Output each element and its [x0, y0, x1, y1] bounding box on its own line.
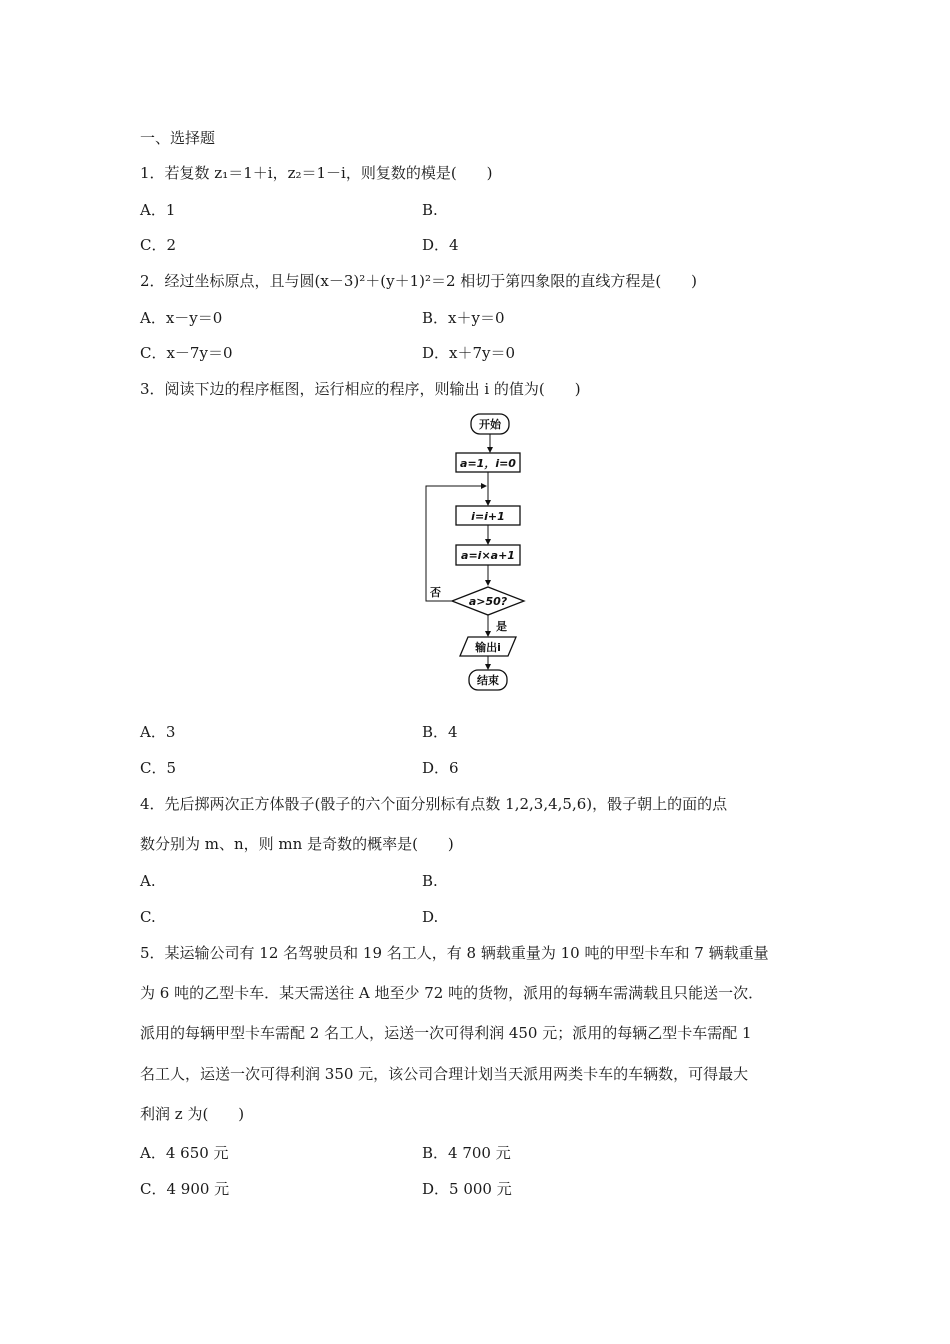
- q2-option-b: B．x＋y＝0: [422, 309, 505, 327]
- q3-option-d: D．6: [422, 759, 459, 777]
- question-5-line-2: 为 6 吨的乙型卡车．某天需送往 A 地至少 72 吨的货物，派用的每辆车需满载且只能送一次．: [140, 984, 764, 1002]
- question-2-text: 2．经过坐标原点，且与圆(x－3)²＋(y＋1)²＝2 相切于第四象限的直线方程是( ): [140, 272, 698, 290]
- flow-no-label: 否: [430, 586, 441, 599]
- flow-step1-text: i=i+1: [471, 510, 505, 523]
- question-5-line-3: 派用的每辆甲型卡车需配 2 名工人，运送一次可得利润 450 元；派用的每辆乙型卡车需配 1: [140, 1024, 752, 1042]
- flow-yes-label: 是: [496, 620, 507, 633]
- flow-output-text: 输出i: [475, 641, 501, 654]
- flow-end-text: 结束: [477, 674, 499, 687]
- q4-option-c: C.: [140, 908, 156, 926]
- question-5-line-4: 名工人，运送一次可得利润 350 元，该公司合理计划当天派用两类卡车的车辆数，可得最大: [140, 1065, 749, 1083]
- flow-decision-text: a>50?: [468, 595, 508, 608]
- q4-option-b: B.: [422, 872, 438, 890]
- q3-option-b: B．4: [422, 723, 458, 741]
- question-4-line-2: 数分别为 m、n，则 mn 是奇数的概率是( ): [140, 835, 454, 853]
- q5-option-a: A．4 650 元: [140, 1144, 229, 1162]
- q3-option-c: C．5: [140, 759, 177, 777]
- question-1-text: 1．若复数 z₁＝1＋i，z₂＝1－i，则复数的模是( ): [140, 164, 493, 182]
- q4-option-a: A.: [140, 872, 156, 890]
- question-3-text: 3．阅读下边的程序框图，运行相应的程序，则输出 i 的值为( ): [140, 380, 581, 398]
- q2-option-a: A．x－y＝0: [140, 309, 223, 327]
- flow-step2-text: a=i×a+1: [461, 549, 515, 562]
- q2-option-d: D．x＋7y＝0: [422, 344, 516, 362]
- q4-option-d: D.: [422, 908, 439, 926]
- q5-option-b: B．4 700 元: [422, 1144, 511, 1162]
- question-5-line-1: 5．某运输公司有 12 名驾驶员和 19 名工人，有 8 辆载重量为 10 吨的甲型卡车和 7 辆载重量: [140, 944, 769, 962]
- question-5-line-5: 利润 z 为( ): [140, 1105, 245, 1123]
- flow-start-text: 开始: [479, 418, 501, 431]
- flowchart-svg: [410, 410, 550, 695]
- q1-option-d: D．4: [422, 236, 459, 254]
- flow-init-text: a=1，i=0: [460, 457, 516, 470]
- q3-option-a: A．3: [140, 723, 176, 741]
- question-4-line-1: 4．先后掷两次正方体骰子(骰子的六个面分别标有点数 1,2,3,4,5,6)，骰子朝上的面的点: [140, 795, 728, 813]
- q1-option-b: B.: [422, 201, 438, 219]
- q5-option-c: C．4 900 元: [140, 1180, 230, 1198]
- q1-option-a: A．1: [140, 201, 176, 219]
- section-title: 一、选择题: [140, 129, 216, 147]
- q5-option-d: D．5 000 元: [422, 1180, 512, 1198]
- program-flowchart: [410, 410, 550, 695]
- q2-option-c: C．x－7y＝0: [140, 344, 233, 362]
- q1-option-c: C．2: [140, 236, 177, 254]
